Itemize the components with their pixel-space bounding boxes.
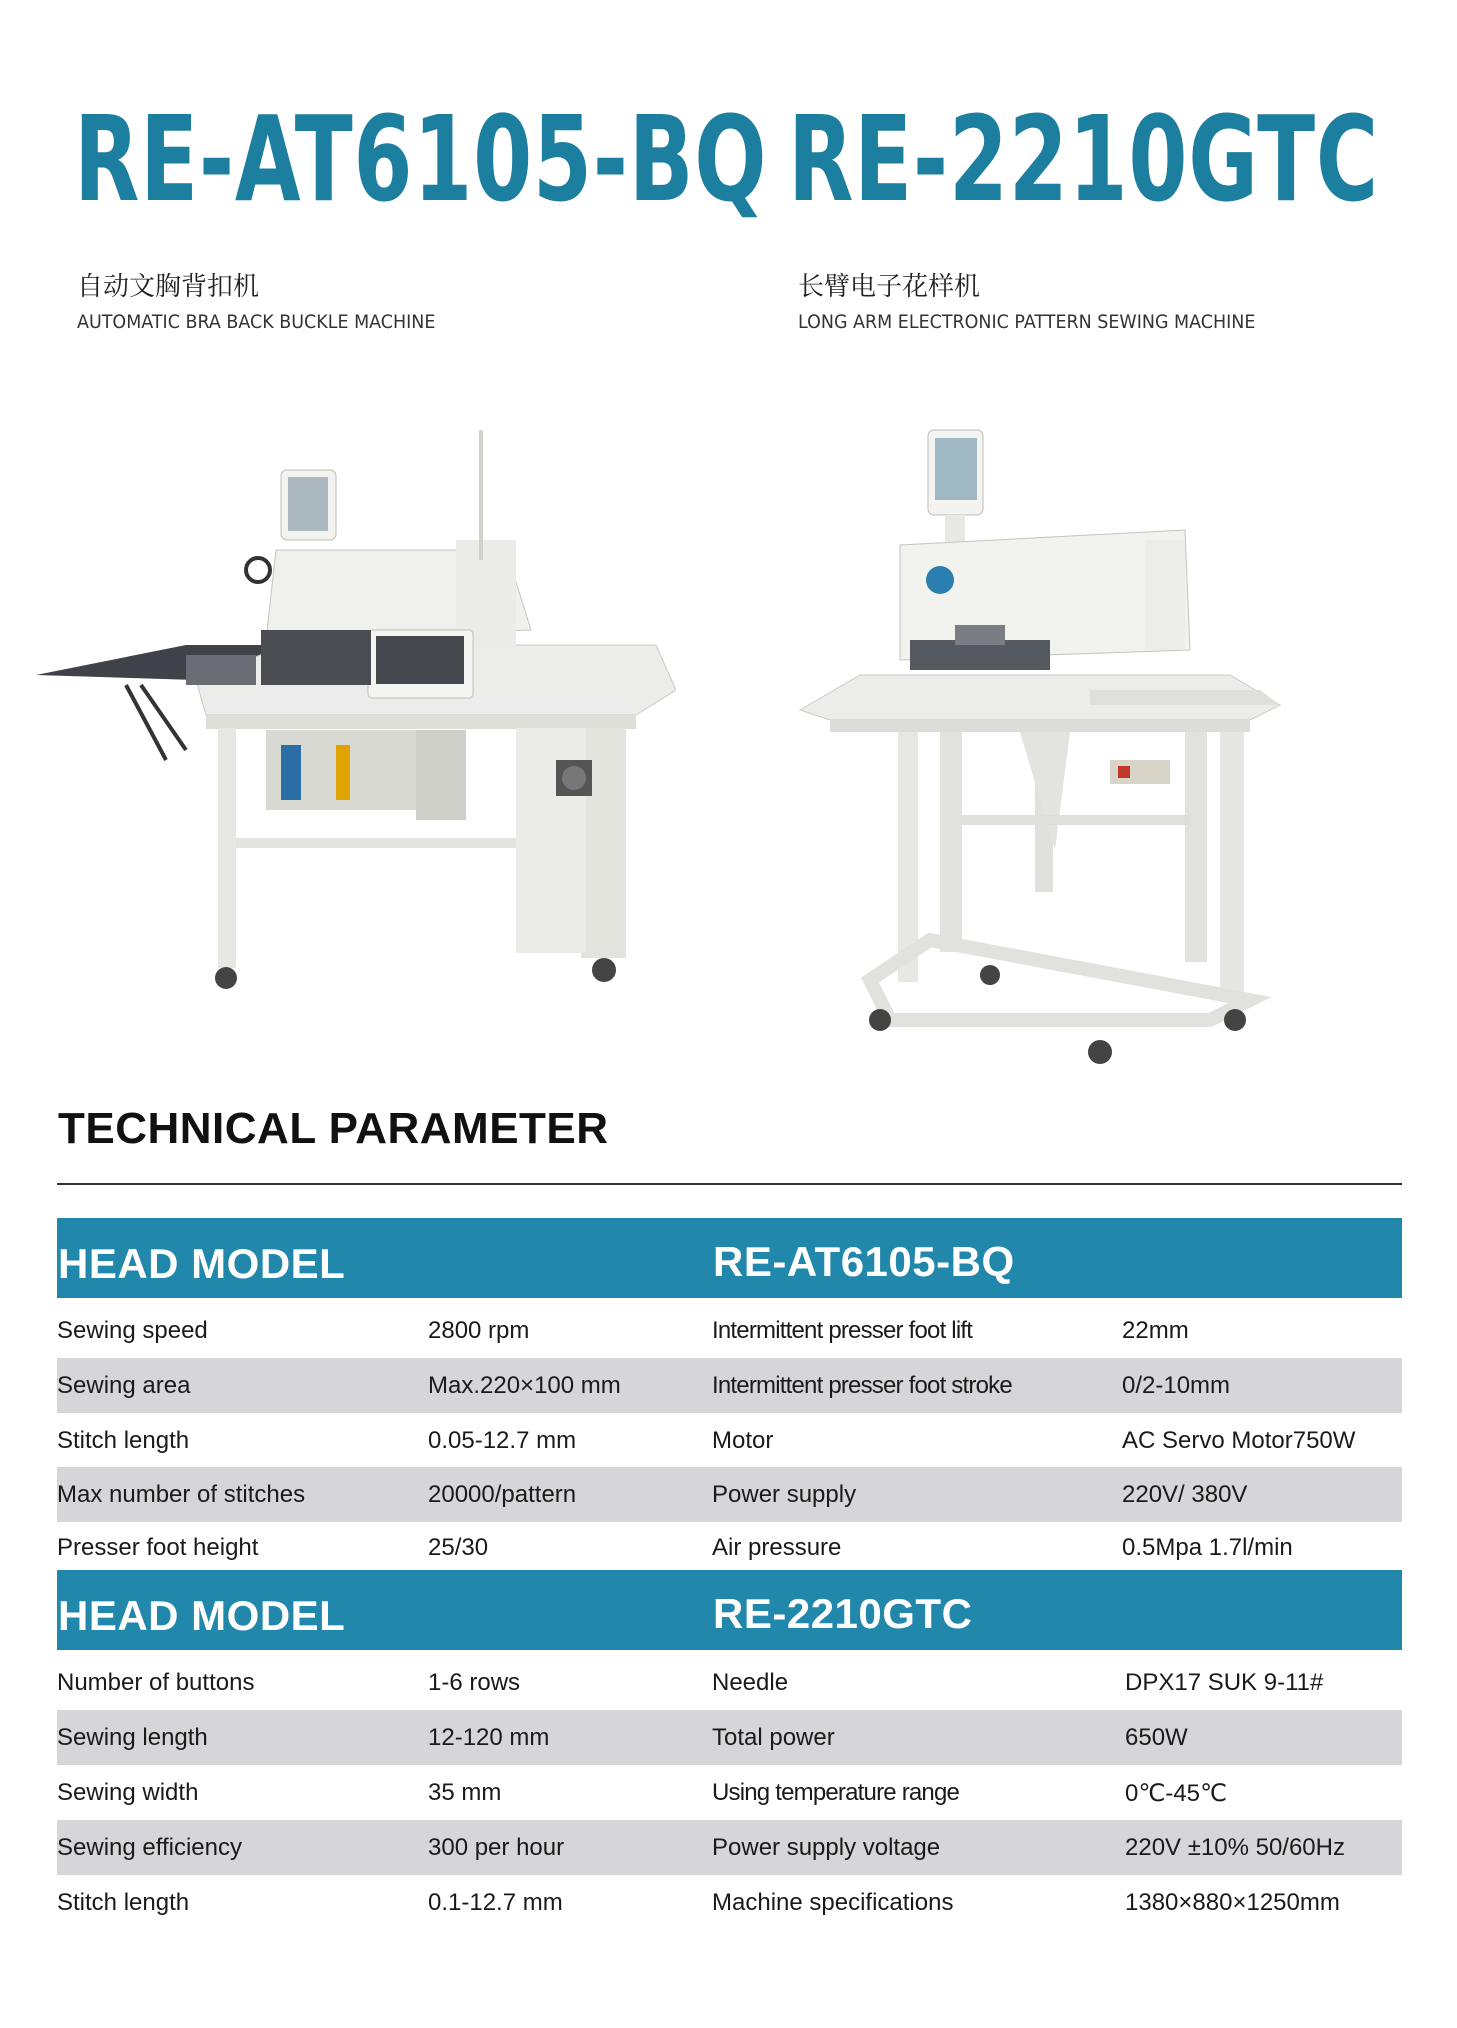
model-name-en-left: AUTOMATIC BRA BACK BUCKLE MACHINE xyxy=(77,311,436,333)
head-model-value: RE-AT6105-BQ xyxy=(713,1238,1015,1285)
model-title-right: RE-2210GTC xyxy=(788,90,1379,228)
table-row xyxy=(57,1875,1402,1930)
section-title: TECHNICAL PARAMETER xyxy=(58,1104,609,1153)
param-name: Air pressure xyxy=(712,1534,842,1561)
param-name: Needle xyxy=(712,1669,789,1696)
param-value: 22mm xyxy=(1122,1317,1189,1344)
table-row xyxy=(57,1710,1402,1765)
head-model-bar-1 xyxy=(57,1218,1402,1298)
param-value: 35 mm xyxy=(428,1779,502,1806)
param-value: 1-6 rows xyxy=(428,1669,521,1696)
param-value: 0.5Mpa 1.7l/min xyxy=(1122,1534,1293,1561)
model-name-cn-right: 长臂电子花样机 xyxy=(798,272,981,302)
param-value: 0.1-12.7 mm xyxy=(428,1889,563,1916)
param-name: Sewing speed xyxy=(57,1317,208,1344)
param-name: Stitch length xyxy=(57,1427,190,1454)
model-name-en-right: LONG ARM ELECTRONIC PATTERN SEWING MACHINE xyxy=(798,311,1256,333)
param-value: 650W xyxy=(1125,1724,1188,1751)
param-name: Intermittent presser foot lift xyxy=(712,1317,973,1344)
table-row xyxy=(57,1413,1402,1468)
param-name: Power supply voltage xyxy=(712,1834,941,1861)
param-name: Sewing length xyxy=(57,1724,208,1751)
param-name: Intermittent presser foot stroke xyxy=(712,1372,1012,1399)
param-value: 25/30 xyxy=(428,1534,489,1561)
table-row xyxy=(57,1303,1402,1358)
section-divider xyxy=(57,1183,1402,1185)
param-value: 1380×880×1250mm xyxy=(1125,1889,1340,1916)
head-model-label: HEAD MODEL xyxy=(58,1240,346,1287)
table-row xyxy=(57,1520,1402,1570)
table-row xyxy=(57,1765,1402,1820)
table-row xyxy=(57,1820,1402,1875)
head-model-label: HEAD MODEL xyxy=(58,1592,346,1639)
param-value: AC Servo Motor750W xyxy=(1122,1427,1356,1454)
head-model-bar-2 xyxy=(57,1570,1402,1650)
table-row xyxy=(57,1358,1402,1413)
param-name: Sewing efficiency xyxy=(57,1834,242,1861)
param-value: Max.220×100 mm xyxy=(428,1372,621,1399)
param-value: 220V/ 380V xyxy=(1122,1481,1248,1508)
long-arm-pattern-machine-image xyxy=(790,420,1390,1070)
param-value: 0/2-10mm xyxy=(1122,1372,1231,1399)
param-name: Power supply xyxy=(712,1481,857,1508)
param-value: 220V ±10% 50/60Hz xyxy=(1125,1834,1345,1861)
param-value: DPX17 SUK 9-11# xyxy=(1125,1669,1324,1696)
param-name: Motor xyxy=(712,1427,774,1454)
param-name: Using temperature range xyxy=(712,1779,960,1806)
param-value: 20000/pattern xyxy=(428,1481,577,1508)
param-name: Stitch length xyxy=(57,1889,190,1916)
model-name-cn-left: 自动文胸背扣机 xyxy=(77,272,260,302)
param-name: Presser foot height xyxy=(57,1534,259,1561)
table-row xyxy=(57,1655,1402,1710)
param-name: Number of buttons xyxy=(57,1669,255,1696)
param-value: 12-120 mm xyxy=(428,1724,550,1751)
param-value: 0℃-45℃ xyxy=(1125,1780,1227,1807)
head-model-value: RE-2210GTC xyxy=(713,1590,973,1637)
param-value: 0.05-12.7 mm xyxy=(428,1427,577,1454)
model-title-left: RE-AT6105-BQ xyxy=(74,90,768,228)
param-name: Total power xyxy=(712,1724,835,1751)
param-value: 2800 rpm xyxy=(428,1317,530,1344)
param-name: Machine specifications xyxy=(712,1889,954,1916)
param-name: Sewing area xyxy=(57,1372,191,1399)
table-row xyxy=(57,1467,1402,1522)
param-name: Sewing width xyxy=(57,1779,199,1806)
param-name: Max number of stitches xyxy=(57,1481,306,1508)
bra-buckle-machine-image xyxy=(36,430,676,1030)
param-value: 300 per hour xyxy=(428,1834,565,1861)
